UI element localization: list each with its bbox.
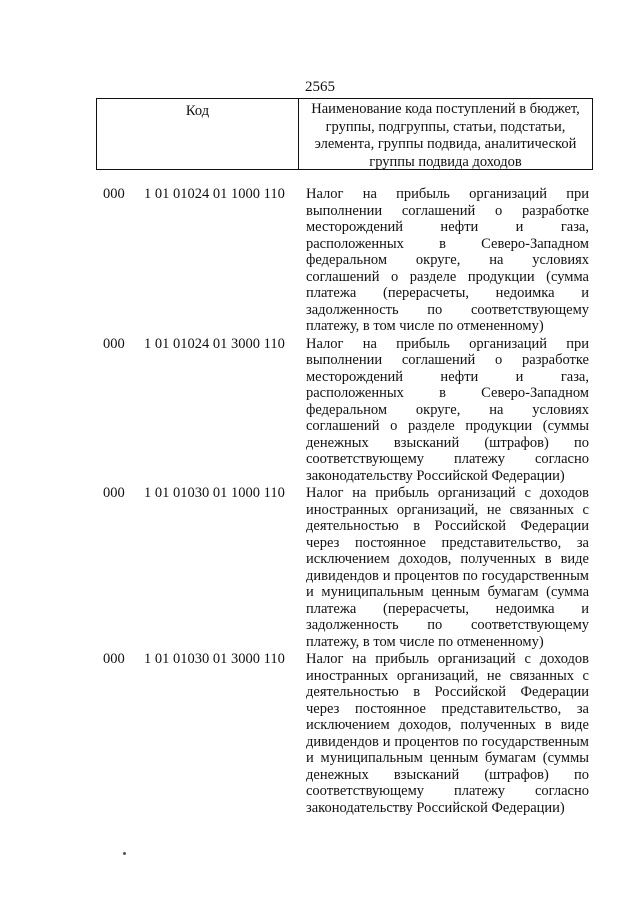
revenue-name: Налог на прибыль организаций при выполнении соглашений о разработке месторождений нефти и газа, расположенных в Северо-Западном федеральном округе, на условиях соглашений о разделе продукции (суммы денежных взысканий (штрафов) по соответствующему платежу согласно законодательству Российской Федерации) xyxy=(306,335,589,484)
table-header xyxy=(96,98,593,170)
admin-code: 000 xyxy=(103,651,125,667)
table-row xyxy=(0,485,640,650)
page-number: 2565 xyxy=(305,79,335,95)
name-column-header: Наименование кода поступлений в бюджет, группы, подгруппы, статьи, подстатьи, элемента, группы подвида, аналитической группы подвида доходов xyxy=(311,101,580,170)
revenue-code: 1 01 01030 01 3000 110 xyxy=(144,651,285,667)
revenue-name: Налог на прибыль организаций с доходов иностранных организаций, не связанных с деятельностью в Российской Федерации через постоянное представительство, за исключением доходов, полученных в виде дивидендов и процентов по государственным и муниципальным ценным бумагам (сумма платежа (перерасчеты, недоимка и задолженность по соответствующему платежу, в том числе по отмененному) xyxy=(306,485,589,650)
table-row xyxy=(0,186,640,335)
revenue-code: 1 01 01030 01 1000 110 xyxy=(144,485,285,501)
revenue-code: 1 01 01024 01 3000 110 xyxy=(144,335,285,352)
table-row xyxy=(0,336,640,485)
code-column-header: Код xyxy=(97,99,299,169)
admin-code: 000 xyxy=(103,186,125,202)
admin-code: 000 xyxy=(103,335,125,352)
table-row xyxy=(0,651,640,816)
scan-speck xyxy=(123,852,126,855)
admin-code: 000 xyxy=(103,485,125,501)
revenue-code: 1 01 01024 01 1000 110 xyxy=(144,186,285,202)
revenue-name: Налог на прибыль организаций при выполнении соглашений о разработке месторождений нефти и газа, расположенных в Северо-Западном федеральном округе, на условиях соглашений о разделе продукции (сумма платежа (перерасчеты, недоимка и задолженность по соответствующему платежу, в том числе по отмененному) xyxy=(306,186,589,334)
table-body xyxy=(0,186,640,816)
revenue-name: Налог на прибыль организаций с доходов иностранных организаций, не связанных с деятельностью в Российской Федерации через постоянное представительство, за исключением доходов, полученных в виде дивидендов и процентов по государственным и муниципальным ценным бумагам (суммы денежных взысканий (штрафов) по соответствующему платежу согласно законодательству Российской Федерации) xyxy=(306,651,589,816)
